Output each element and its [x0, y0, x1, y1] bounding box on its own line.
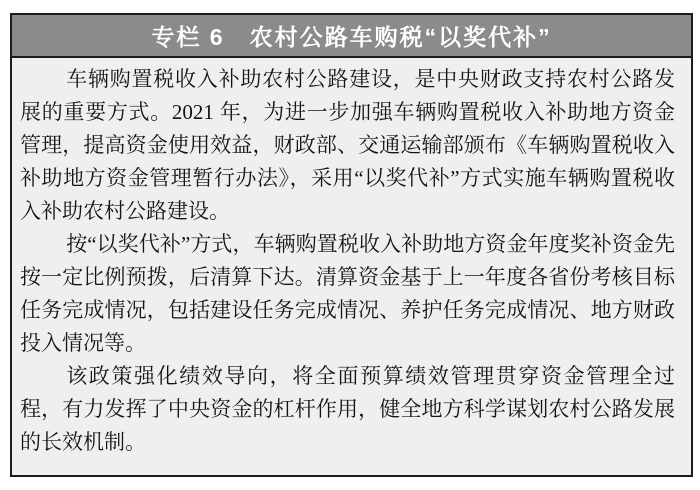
paragraph-policy-effect: 该政策强化绩效导向，将全面预算绩效管理贯穿资金管理全过程，有力发挥了中央资金的杠杆作用，健全地方科学谋划农村公路发展的长效机制。 — [20, 364, 675, 454]
paragraph-vehicle-tax-intro: 车辆购置税收入补助农村公路建设，是中央财政支持农村公路发展的重要方式。2021 年，为进一步加强车辆购置税收入补助地方资金管理，提高资金使用效益，财政部、交通运输部颁布《车辆购置税收入补助地方资金管理暂行办法》，采用“以奖代补”方式实施车辆购置税收入补助农村公路建设。 — [20, 67, 675, 223]
column-box — [10, 13, 693, 477]
column-box-header — [12, 15, 691, 58]
paragraph-reward-method: 按“以奖代补”方式，车辆购置税收入补助地方资金年度奖补资金先按一定比例预拨，后清算下达。清算资金基于上一年度各省份考核目标任务完成情况，包括建设任务完成情况、养护任务完成情况、地方财政投入情况等。 — [20, 232, 675, 355]
column-box-body — [12, 58, 691, 475]
column-box-title: 专栏 6 农村公路车购税“以奖代补” — [151, 24, 552, 50]
